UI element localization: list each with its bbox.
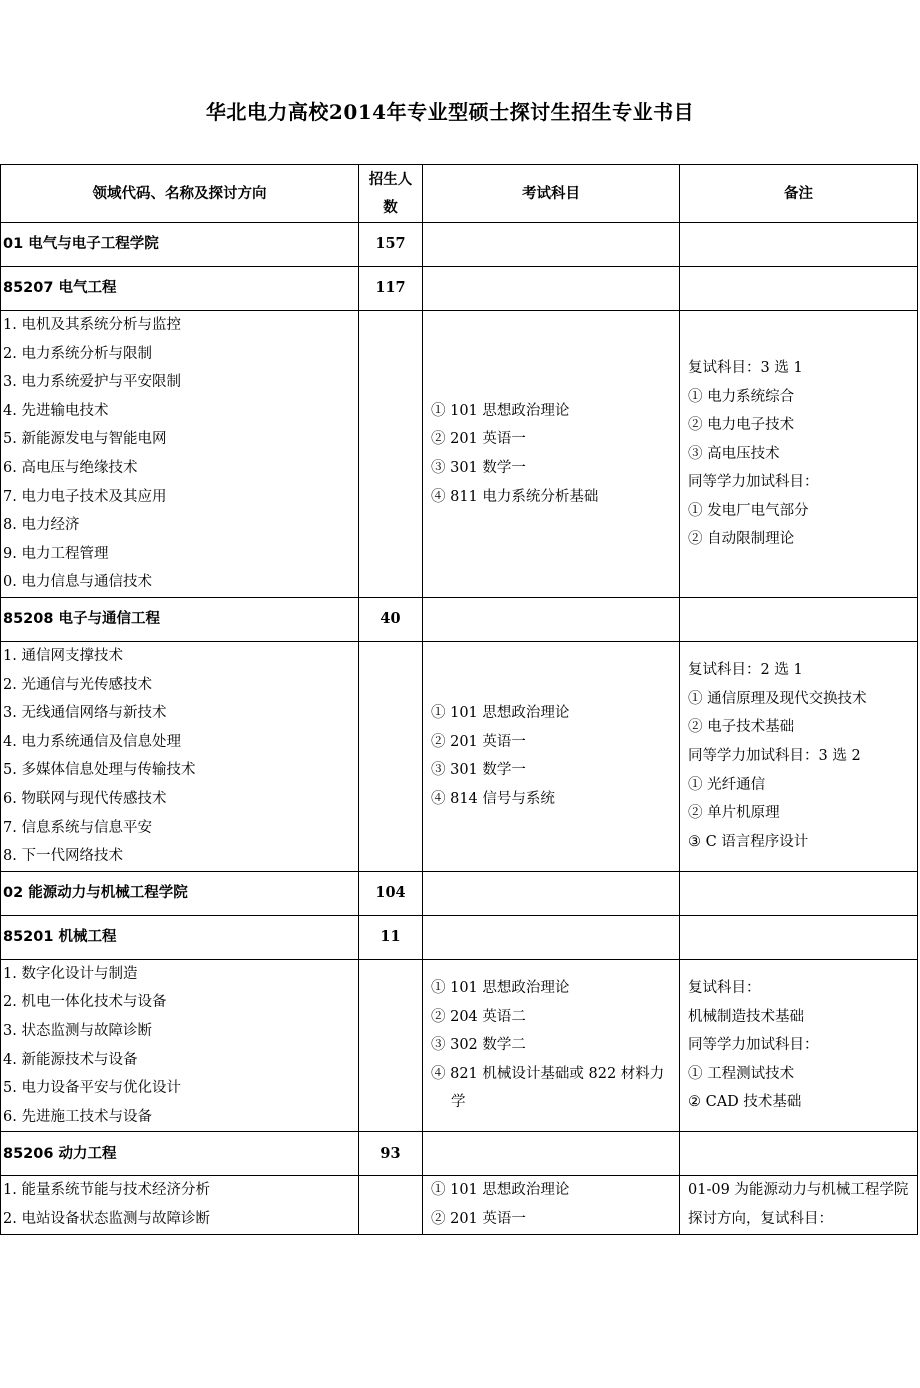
note-line: 复试科目：3 选 1 (688, 359, 803, 376)
empty-cell (359, 311, 423, 598)
empty-cell (423, 598, 680, 642)
exam-subject: ④ 811 电力系统分析基础 (431, 488, 599, 505)
empty-cell (423, 267, 680, 311)
exam-subject: ① 101 思想政治理论 (431, 1182, 570, 1199)
note-line: ① 工程测试技术 (688, 1065, 795, 1082)
exam-subjects-cell (423, 1176, 680, 1234)
direction-item: 3. 状态监测与故障诊断 (3, 1022, 152, 1039)
note-line: ② 电力电子技术 (688, 417, 795, 434)
note-line: ① 发电厂电气部分 (688, 502, 809, 519)
directions-cell (1, 959, 359, 1132)
empty-cell (680, 915, 918, 959)
header-field: 领域代码、名称及探讨方向 (1, 165, 359, 223)
college-row (1, 871, 918, 915)
exam-subject: ② 201 英语一 (431, 733, 526, 750)
programs-table (0, 164, 918, 1235)
direction-item: 7. 电力电子技术及其应用 (3, 488, 167, 505)
direction-item: 0. 电力信息与通信技术 (3, 574, 152, 591)
directions-cell (1, 1176, 359, 1234)
direction-item: 1. 能量系统节能与技术经济分析 (3, 1182, 210, 1199)
table-header-row (1, 165, 918, 223)
enrollment-count: 93 (359, 1132, 423, 1176)
exam-subject: ③ 301 数学一 (431, 460, 526, 476)
college-name: 01 电气与电子工程学院 (1, 223, 359, 267)
direction-item: 2. 电力系统分析与限制 (3, 345, 152, 362)
detail-row (1, 642, 918, 872)
empty-cell (423, 1132, 680, 1176)
direction-item: 6. 高电压与绝缘技术 (3, 460, 138, 476)
note-line: 01-09 为能源动力与机械工程学院探讨方向，复试科目： (688, 1182, 909, 1227)
empty-cell (359, 642, 423, 872)
enrollment-count: 157 (359, 223, 423, 267)
major-row (1, 598, 918, 642)
major-name: 85206 动力工程 (1, 1132, 359, 1176)
header-notes: 备注 (680, 165, 918, 223)
note-line: 复试科目：2 选 1 (688, 662, 803, 679)
exam-subject: ① 101 思想政治理论 (431, 705, 570, 722)
notes-cell (680, 311, 918, 598)
empty-cell (680, 871, 918, 915)
direction-item: 8. 下一代网络技术 (3, 848, 123, 865)
note-line: ① 通信原理及现代交换技术 (688, 690, 867, 707)
note-line: ② 自动限制理论 (688, 531, 795, 548)
enrollment-count: 40 (359, 598, 423, 642)
note-line: 机械制造技术基础 (688, 1008, 804, 1025)
direction-item: 2. 光通信与光传感技术 (3, 676, 152, 693)
detail-row (1, 1176, 918, 1234)
note-line: 同等学力加试科目： (688, 1037, 819, 1054)
note-line: ② 电子技术基础 (688, 719, 795, 736)
direction-item: 4. 先进输电技术 (3, 402, 109, 419)
direction-item: 2. 电站设备状态监测与故障诊断 (3, 1210, 210, 1227)
empty-cell (680, 267, 918, 311)
note-line: ① 电力系统综合 (688, 388, 795, 405)
direction-item: 4. 电力系统通信及信息处理 (3, 733, 181, 750)
note-line: ① 光纤通信 (688, 776, 766, 793)
major-name: 85207 电气工程 (1, 267, 359, 311)
note-line: ③ C 语言程序设计 (688, 833, 809, 850)
direction-item: 3. 无线通信网络与新技术 (3, 705, 167, 722)
exam-subjects-cell (423, 642, 680, 872)
direction-item: 5. 电力设备平安与优化设计 (3, 1080, 181, 1097)
major-row (1, 915, 918, 959)
empty-cell (680, 598, 918, 642)
exam-subjects-cell (423, 311, 680, 598)
directions-cell (1, 642, 359, 872)
enrollment-count: 117 (359, 267, 423, 311)
empty-cell (680, 223, 918, 267)
notes-cell (680, 1176, 918, 1234)
enrollment-count: 104 (359, 871, 423, 915)
page-title: 华北电力高校2014年专业型硕士探讨生招生专业书目 (205, 100, 695, 124)
direction-item: 8. 电力经济 (3, 517, 80, 534)
major-name: 85201 机械工程 (1, 915, 359, 959)
exam-subject: ② 204 英语二 (431, 1008, 526, 1025)
header-count: 招生人数 (359, 165, 423, 223)
direction-item: 2. 机电一体化技术与设备 (3, 994, 167, 1011)
exam-subject: ① 101 思想政治理论 (431, 402, 570, 419)
college-row (1, 223, 918, 267)
direction-item: 1. 电机及其系统分析与监控 (3, 317, 181, 334)
empty-cell (423, 915, 680, 959)
note-line: 同等学力加试科目：3 选 2 (688, 748, 861, 765)
exam-subjects-cell (423, 959, 680, 1132)
direction-item: 6. 先进施工技术与设备 (3, 1108, 152, 1125)
empty-cell (423, 871, 680, 915)
detail-row (1, 959, 918, 1132)
note-line: ② CAD 技术基础 (688, 1094, 802, 1111)
exam-subject: ① 101 思想政治理论 (431, 980, 570, 997)
exam-subject: ② 201 英语一 (431, 1210, 526, 1227)
header-exam: 考试科目 (423, 165, 680, 223)
direction-item: 6. 物联网与现代传感技术 (3, 790, 167, 807)
exam-subject: ③ 301 数学一 (431, 762, 526, 779)
exam-subject: ④ 814 信号与系统 (431, 790, 555, 807)
direction-item: 4. 新能源技术与设备 (3, 1051, 138, 1068)
direction-item: 3. 电力系统爱护与平安限制 (3, 374, 181, 391)
direction-item: 7. 信息系统与信息平安 (3, 819, 152, 836)
note-line: 复试科目： (688, 980, 761, 997)
exam-subject: ④ 821 机械设计基础或 822 材料力学 (431, 1065, 665, 1111)
detail-row (1, 311, 918, 598)
empty-cell (680, 1132, 918, 1176)
major-name: 85208 电子与通信工程 (1, 598, 359, 642)
major-row (1, 267, 918, 311)
empty-cell (359, 959, 423, 1132)
directions-cell (1, 311, 359, 598)
exam-subject: ③ 302 数学二 (431, 1037, 526, 1054)
major-row (1, 1132, 918, 1176)
direction-item: 1. 通信网支撑技术 (3, 648, 123, 664)
notes-cell (680, 642, 918, 872)
notes-cell (680, 959, 918, 1132)
empty-cell (423, 223, 680, 267)
note-line: 同等学力加试科目： (688, 474, 819, 491)
note-line: ③ 高电压技术 (688, 445, 780, 462)
direction-item: 5. 多媒体信息处理与传输技术 (3, 762, 196, 779)
note-line: ② 单片机原理 (688, 805, 780, 822)
direction-item: 1. 数字化设计与制造 (3, 965, 138, 982)
direction-item: 5. 新能源发电与智能电网 (3, 431, 167, 448)
direction-item: 9. 电力工程管理 (3, 545, 109, 562)
empty-cell (359, 1176, 423, 1234)
college-name: 02 能源动力与机械工程学院 (1, 871, 359, 915)
exam-subject: ② 201 英语一 (431, 431, 526, 448)
enrollment-count: 11 (359, 915, 423, 959)
